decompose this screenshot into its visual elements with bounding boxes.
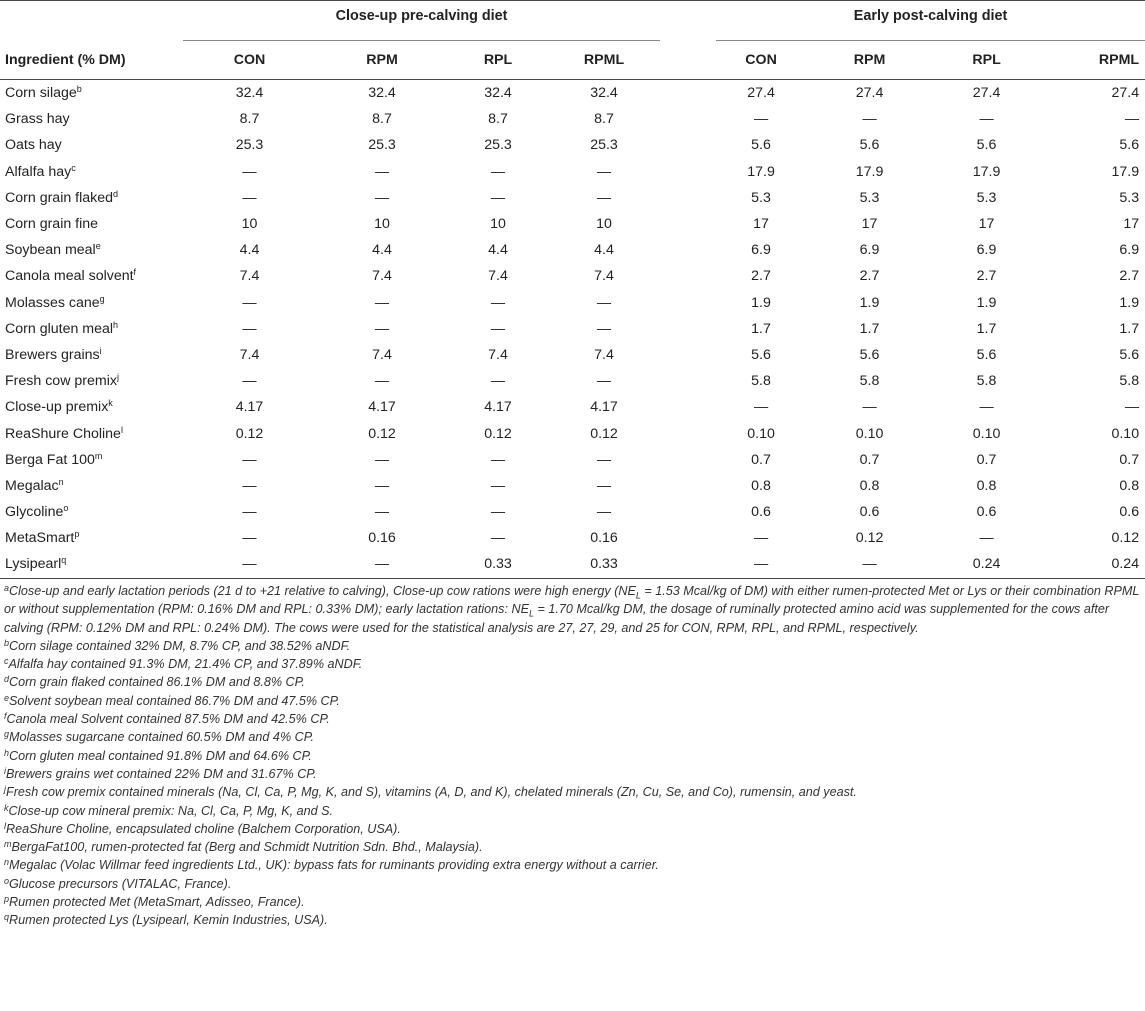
- value-cell: 17: [753, 216, 769, 233]
- value-cell: 7.4: [594, 346, 614, 363]
- value-cell: —: [242, 451, 257, 468]
- value-cell: —: [242, 163, 257, 180]
- value-cell: 0.12: [855, 530, 884, 547]
- value-cell: 7.4: [488, 268, 508, 285]
- value-cell: —: [490, 477, 506, 494]
- value-cell: 0.7: [1119, 451, 1140, 468]
- value-cell: —: [490, 189, 506, 206]
- value-cell: 0.7: [751, 451, 771, 468]
- value-cell: 8.7: [372, 111, 392, 128]
- value-cell: 1.9: [976, 294, 997, 311]
- column-header: RPML: [548, 41, 660, 80]
- column-header: CON: [183, 41, 316, 80]
- value-cell: 5.3: [751, 189, 771, 206]
- value-cell: 0.8: [859, 477, 880, 494]
- footnote-marker: l: [120, 424, 123, 435]
- footnote-m: $^m$BergaFat100, rumen-protected fat (Berg and Schmidt Nutrition Sdn. Bhd., Malaysia).: [4, 839, 483, 855]
- ingredient-name: Corn grain flaked$^d$: [5, 188, 119, 206]
- value-cell: 32.4: [590, 85, 618, 102]
- value-cell: —: [1124, 399, 1140, 416]
- column-header: RPML: [1040, 41, 1145, 80]
- table-row: [0, 159, 1145, 185]
- value-cell: —: [753, 530, 769, 547]
- value-cell: —: [374, 373, 390, 390]
- table-row: [0, 447, 1145, 473]
- value-cell: 8.7: [239, 111, 260, 128]
- value-cell: 1.9: [1119, 294, 1140, 311]
- value-cell: 0.8: [751, 477, 771, 494]
- value-cell: 5.6: [976, 346, 997, 363]
- table-row: [0, 263, 1145, 289]
- footnote-marker: m: [94, 450, 103, 461]
- value-cell: —: [374, 477, 390, 494]
- footnote-marker: p: [74, 529, 80, 540]
- value-cell: 0.33: [448, 551, 548, 578]
- value-cell: —: [374, 320, 390, 337]
- footnote-o: $^o$Glucose precursors (VITALAC, France).: [4, 875, 232, 891]
- value-cell: —: [242, 504, 257, 521]
- value-cell: —: [374, 189, 390, 206]
- value-cell: 17.9: [972, 163, 1001, 180]
- footnote-k: $^k$Close-up cow mineral premix: Na, Cl, Ca, P, Mg, K, and S.: [4, 802, 334, 818]
- footnote-d: $^d$Corn grain flaked contained 86.1% DM and 8.8% CP.: [4, 674, 305, 690]
- value-cell: 0.6: [751, 504, 771, 521]
- value-cell: —: [806, 551, 933, 578]
- value-cell: 25.3: [590, 137, 618, 154]
- ingredient-name: Close-up premix$^k$: [5, 398, 113, 416]
- value-cell: 5.6: [976, 137, 997, 154]
- footnote-c: $^c$Alfalfa hay contained 91.3% DM, 21.4% CP, and 37.89% aNDF.: [4, 656, 363, 672]
- value-cell: 0.10: [972, 425, 1001, 442]
- value-cell: —: [374, 163, 390, 180]
- value-cell: 7.4: [239, 346, 260, 363]
- value-cell: —: [374, 294, 390, 311]
- value-cell: 10: [374, 216, 390, 233]
- ingredient-name: Berga Fat 100$^m$: [5, 450, 103, 468]
- ingredient-name: Corn silage$^b$: [5, 84, 82, 102]
- value-cell: 2.7: [859, 268, 880, 285]
- table-body: [0, 80, 1145, 579]
- value-cell: 0.24: [933, 551, 1040, 578]
- value-cell: 2.7: [751, 268, 771, 285]
- value-cell: —: [596, 163, 612, 180]
- column-header: RPM: [806, 41, 933, 80]
- value-cell: 4.4: [488, 242, 508, 259]
- value-cell: 5.8: [976, 373, 997, 390]
- value-cell: 1.7: [976, 320, 997, 337]
- footnote-marker: h: [113, 319, 119, 330]
- value-cell: 7.4: [372, 346, 392, 363]
- value-cell: —: [490, 373, 506, 390]
- ingredient-name: Soybean meal$^e$: [5, 241, 101, 259]
- value-cell: —: [596, 504, 612, 521]
- table-top-rule: [0, 0, 1145, 1]
- value-cell: 32.4: [368, 85, 396, 102]
- value-cell: 0.6: [976, 504, 997, 521]
- value-cell: 17: [861, 216, 878, 233]
- value-cell: —: [596, 189, 612, 206]
- value-cell: 0.12: [1111, 530, 1140, 547]
- value-cell: 5.6: [751, 137, 771, 154]
- footnote-marker: q: [61, 555, 67, 566]
- value-cell: 5.6: [859, 137, 880, 154]
- value-cell: 2.7: [1119, 268, 1140, 285]
- value-cell: 4.4: [372, 242, 392, 259]
- ingredient-name: Fresh cow premix$^j$: [5, 372, 119, 390]
- value-cell: —: [490, 294, 506, 311]
- value-cell: —: [1124, 111, 1140, 128]
- table-row: [0, 132, 1145, 158]
- value-cell: 4.4: [239, 242, 260, 259]
- footnote-marker: k: [108, 398, 113, 409]
- column-header-row: [0, 41, 1145, 80]
- value-cell: —: [490, 320, 506, 337]
- value-cell: 7.4: [488, 346, 508, 363]
- group-header-pre-calving: Close-up pre-calving diet: [183, 0, 660, 41]
- value-cell: 5.3: [859, 189, 880, 206]
- footnote-marker: f: [133, 267, 137, 278]
- value-cell: 7.4: [239, 268, 260, 285]
- value-cell: 17: [1123, 216, 1140, 233]
- footnote-list: [4, 637, 1142, 930]
- value-cell: —: [596, 320, 612, 337]
- value-cell: 0.10: [747, 425, 775, 442]
- value-cell: 0.6: [859, 504, 880, 521]
- value-cell: —: [183, 551, 316, 578]
- footnote-j: $^j$Fresh cow premix contained minerals (Na, Cl, Ca, P, Mg, K, and S), vitamins (A, D, and K), chelated minerals (Zn, Cu, Se, and Co), rumensin, and yeast.: [4, 784, 857, 800]
- value-cell: —: [490, 530, 506, 547]
- value-cell: 8.7: [488, 111, 508, 128]
- value-cell: 4.4: [594, 242, 614, 259]
- value-cell: 27.4: [855, 85, 884, 102]
- value-cell: 10: [596, 216, 612, 233]
- ingredient-name: Glycoline$^o$: [5, 503, 69, 521]
- value-cell: 10: [490, 216, 506, 233]
- value-cell: 5.8: [1119, 373, 1140, 390]
- value-cell: 0.12: [235, 425, 264, 442]
- footnote-a: $^a$Close-up and early lactation periods (21 d to +21 relative to calving), Close-up cow rations were high energy ($NE_L = 1.53$ Mcal/kg of DM) with either rumen-protected Met or Lys or their combination RPML or without supplementation (RPM: 0.16% DM and RPL: 0.33% DM); early lactation rations: $NE_L = 1.70$ Mcal/kg DM, the dosage of ruminally protected amino acid was supplemented for the cows after calving (RPM: 0.12% DM and RPL: 0.24% DM). The cows were used for the statistical analysis are 27, 27, 29, and 25 for CON, RPM, RPL, and RPML, respectively.: [4, 583, 1140, 635]
- footnote-marker: e: [95, 241, 101, 252]
- table-row: [0, 185, 1145, 211]
- ingredient-name: Lysipearl$^q$: [0, 551, 183, 578]
- value-cell: —: [316, 551, 448, 578]
- value-cell: 5.6: [1119, 137, 1140, 154]
- value-cell: 4.17: [484, 399, 512, 416]
- value-cell: 0.8: [976, 477, 997, 494]
- table-row: [0, 80, 1145, 107]
- value-cell: 5.8: [751, 373, 771, 390]
- value-cell: 1.9: [859, 294, 880, 311]
- column-header: CON: [716, 41, 806, 80]
- value-cell: 6.9: [1119, 242, 1140, 259]
- ingredient-name: Molasses cane$^g$: [5, 293, 105, 311]
- footnote-marker: g: [99, 293, 105, 304]
- table-row: [0, 394, 1145, 420]
- footnote-l: $^l$ReaShure Choline, encapsulated choline (Balchem Corporation, USA).: [4, 820, 401, 836]
- value-cell: —: [979, 530, 994, 547]
- column-header-ingredient: Ingredient (% DM): [0, 41, 183, 80]
- value-cell: 32.4: [484, 85, 512, 102]
- value-cell: 25.3: [368, 137, 396, 154]
- column-header: RPM: [316, 41, 448, 80]
- value-cell: —: [862, 399, 877, 416]
- value-cell: 4.17: [368, 399, 396, 416]
- value-cell: 5.6: [751, 346, 771, 363]
- value-cell: —: [753, 111, 769, 128]
- footnote-marker: c: [71, 162, 76, 173]
- footnote-f: $^f$Canola meal Solvent contained 87.5% DM and 42.5% CP.: [4, 711, 330, 727]
- value-cell: —: [979, 111, 994, 128]
- footnote-marker: b: [76, 84, 82, 95]
- ingredient-name: Canola meal solvent$^f$: [5, 267, 137, 285]
- value-cell: 0.12: [590, 425, 618, 442]
- value-cell: 8.7: [594, 111, 614, 128]
- value-cell: 0.24: [1040, 551, 1145, 578]
- value-cell: —: [862, 111, 877, 128]
- value-cell: —: [596, 373, 612, 390]
- value-cell: —: [374, 451, 390, 468]
- ingredient-name: ReaShure Choline$^l$: [5, 424, 123, 442]
- value-cell: 5.6: [859, 346, 880, 363]
- value-cell: 5.3: [976, 189, 997, 206]
- table-row: [0, 106, 1145, 132]
- footnote-h: $^h$Corn gluten meal contained 91.8% DM and 64.6% CP.: [4, 747, 312, 763]
- footnote-g: $^g$Molasses sugarcane contained 60.5% DM and 4% CP.: [4, 729, 315, 745]
- value-cell: 6.9: [976, 242, 997, 259]
- value-cell: 27.4: [1111, 85, 1140, 102]
- group-header-row: [0, 0, 1145, 41]
- value-cell: —: [490, 504, 506, 521]
- value-cell: —: [490, 451, 506, 468]
- ingredient-name: Alfalfa hay$^c$: [5, 162, 76, 180]
- footnote-q: $^q$Rumen protected Lys (Lysipearl, Kemin Industries, USA).: [4, 912, 328, 928]
- value-cell: 4.17: [235, 399, 264, 416]
- value-cell: 17.9: [855, 163, 884, 180]
- ingredient-name: Corn grain fine: [5, 216, 99, 233]
- footnote-b: $^b$Corn silage contained 32% DM, 8.7% CP, and 38.52% aNDF.: [4, 637, 351, 653]
- table-row: [0, 551, 1145, 578]
- ingredient-name: Oats hay: [5, 137, 62, 154]
- group-header-post-calving: Early post-calving diet: [716, 0, 1145, 41]
- value-cell: —: [242, 530, 257, 547]
- column-header: RPL: [448, 41, 548, 80]
- ingredient-name: Brewers grains$^i$: [5, 345, 102, 363]
- value-cell: —: [242, 189, 257, 206]
- value-cell: 6.9: [859, 242, 880, 259]
- value-cell: 0.6: [1119, 504, 1140, 521]
- footnote-marker: d: [113, 188, 119, 199]
- value-cell: 27.4: [972, 85, 1001, 102]
- table-row: [0, 420, 1145, 446]
- table-footnotes: [4, 582, 1142, 930]
- value-cell: 2.7: [976, 268, 997, 285]
- value-cell: 0.7: [859, 451, 880, 468]
- value-cell: 0.10: [1111, 425, 1140, 442]
- footnote-n: $^n$Megalac (Volac Willmar feed ingredients Ltd., UK): bypass fats for ruminants providing extra energy without a carrier.: [4, 857, 659, 873]
- value-cell: —: [242, 373, 257, 390]
- value-cell: —: [242, 294, 257, 311]
- value-cell: —: [596, 477, 612, 494]
- footnote-marker: j: [116, 372, 119, 383]
- value-cell: 10: [241, 216, 258, 233]
- table-row: [0, 211, 1145, 237]
- value-cell: 25.3: [484, 137, 512, 154]
- value-cell: 1.9: [751, 294, 771, 311]
- value-cell: 7.4: [372, 268, 392, 285]
- value-cell: —: [490, 163, 506, 180]
- table-row: [0, 290, 1145, 316]
- value-cell: 5.6: [1119, 346, 1140, 363]
- value-cell: 1.7: [751, 320, 771, 337]
- ingredient-name: MetaSmart$^p$: [5, 529, 80, 547]
- value-cell: —: [716, 551, 806, 578]
- footnote-marker: o: [63, 503, 69, 514]
- footnote-marker: i: [99, 345, 102, 356]
- value-cell: —: [596, 294, 612, 311]
- value-cell: 17.9: [747, 163, 775, 180]
- value-cell: —: [979, 399, 994, 416]
- column-header: RPL: [933, 41, 1040, 80]
- value-cell: 0.33: [548, 551, 660, 578]
- value-cell: 5.3: [1119, 189, 1140, 206]
- value-cell: 0.7: [976, 451, 997, 468]
- value-cell: 27.4: [747, 85, 775, 102]
- value-cell: —: [242, 320, 257, 337]
- value-cell: 0.12: [368, 425, 396, 442]
- table-row: [0, 316, 1145, 342]
- value-cell: —: [242, 477, 257, 494]
- ingredient-name: Megalac$^n$: [5, 476, 64, 494]
- value-cell: 7.4: [594, 268, 614, 285]
- table-row: [0, 342, 1145, 368]
- value-cell: 0.12: [484, 425, 512, 442]
- footnote-e: $^e$Solvent soybean meal contained 86.7% DM and 47.5% CP.: [4, 692, 340, 708]
- value-cell: 0.8: [1119, 477, 1140, 494]
- ingredient-name: Corn gluten meal$^h$: [5, 319, 119, 337]
- table-row: [0, 473, 1145, 499]
- value-cell: —: [596, 451, 612, 468]
- footnote-marker: n: [58, 476, 64, 487]
- table-row: [0, 237, 1145, 263]
- ingredient-name: Grass hay: [5, 111, 70, 128]
- value-cell: 0.16: [368, 530, 396, 547]
- table-row: [0, 368, 1145, 394]
- value-cell: 4.17: [590, 399, 618, 416]
- value-cell: 32.4: [235, 85, 264, 102]
- value-cell: 1.7: [859, 320, 880, 337]
- value-cell: 25.3: [235, 137, 264, 154]
- value-cell: 6.9: [751, 242, 771, 259]
- value-cell: 1.7: [1119, 320, 1140, 337]
- value-cell: 0.10: [855, 425, 884, 442]
- footnote-i: $^i$Brewers grains wet contained 22% DM and 31.67% CP.: [4, 765, 317, 781]
- value-cell: —: [374, 504, 390, 521]
- table-row: [0, 525, 1145, 551]
- footnote-p: $^p$Rumen protected Met (MetaSmart, Adisseo, France).: [4, 894, 305, 910]
- value-cell: 17: [978, 216, 995, 233]
- value-cell: 5.8: [859, 373, 880, 390]
- value-cell: —: [753, 399, 769, 416]
- value-cell: 0.16: [590, 530, 618, 547]
- value-cell: 17.9: [1111, 163, 1140, 180]
- table-row: [0, 499, 1145, 525]
